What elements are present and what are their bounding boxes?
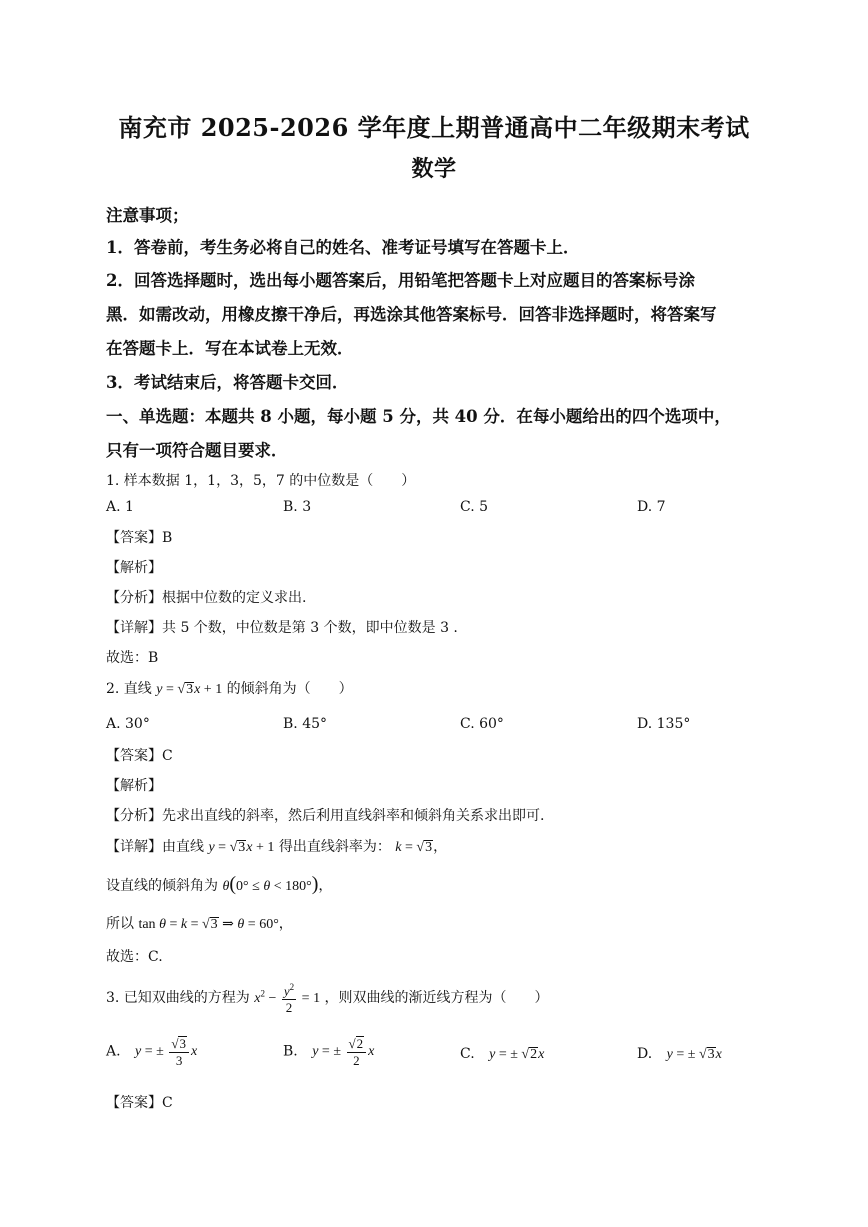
q2-fenxi: 【分析】先求出直线的斜率，然后利用直线斜率和倾斜角关系求出即可. (106, 808, 545, 824)
q2-slope: k = √3 (395, 840, 433, 855)
q3-option-c: C. y = ± √2x (460, 1046, 545, 1062)
notes-heading: 注意事项； (106, 206, 189, 225)
q3-option-a-label: A. (106, 1043, 121, 1060)
q2-answer: 【答案】C (106, 748, 173, 764)
q2-line-so: 所以 (106, 916, 134, 932)
q2-option-d: D. 135° (637, 716, 691, 732)
notes-item-1: 1．答卷前，考生务必将自己的姓名、准考证号填写在答题卡上． (106, 238, 580, 257)
q1-option-d: D. 7 (637, 499, 666, 515)
notes-item-2-line-1: 2．回答选择题时，选出每小题答案后，用铅笔把答题卡上对应题目的答案标号涂 (106, 271, 695, 290)
q2-angle-range: 设直线的倾斜角为 θ(0° ≤ θ < 180°)， (106, 873, 333, 895)
q2-xiangjie-prefix: 【详解】由直线 (106, 839, 204, 855)
section-1-line-1: 一、单选题：本题共 8 小题，每小题 5 分，共 40 分．在每小题给出的四个选项中， (106, 407, 731, 426)
exam-title: 南充市 2025-2026 学年度上期普通高中二年级期末考试 (118, 113, 750, 142)
q2-analysis-heading: 【解析】 (106, 778, 162, 794)
q2-xiangjie-mid: 得出直线斜率为： (278, 839, 391, 855)
q1-answer: 【答案】B (106, 530, 173, 546)
q2-option-a: A. 30° (106, 716, 150, 732)
q3-option-d: D. y = ± √3x (637, 1046, 722, 1062)
q2-line-equation: y = √3x + 1 (156, 682, 223, 697)
q3-stem (106, 982, 549, 1016)
q3-option-b: B. y = ± $\frac{√2}{2}$ x (283, 1036, 375, 1068)
q1-option-b: B. 3 (283, 499, 312, 515)
q2-option-c: C. 60° (460, 716, 504, 732)
q1-analysis-heading: 【解析】 (106, 560, 162, 576)
q2-xiangjie-equation: y = √3x + 1 (208, 840, 275, 855)
q1-option-a: A. 1 (106, 499, 134, 515)
q2-line-set: 设直线的倾斜角为 (106, 878, 218, 894)
q2-angle-range-math: θ(0° ≤ θ < 180°) (222, 873, 319, 895)
section-1-line-2: 只有一项符合题目要求． (106, 441, 288, 460)
q1-stem: 1. 样本数据 1，1，3，5，7 的中位数是（ ） (106, 473, 416, 489)
q3-option-d-label: D. (637, 1046, 653, 1062)
q1-xiangjie: 【详解】共 5 个数，中位数是第 3 个数，即中位数是 3 . (106, 620, 458, 636)
exam-subject: 数学 (411, 156, 457, 182)
q3-hyperbola-equation: $x^2$ − $\frac{y^2}{2}$ = 1 (254, 982, 321, 1015)
q2-stem-prefix: 2. 直线 (106, 681, 152, 697)
q2-choice: 故选：C. (106, 949, 163, 965)
q2-conclusion: 所以 tan θ = k = √3 ⇒ θ = 60°， (106, 916, 293, 932)
q2-stem (106, 678, 353, 698)
q3-option-b-label: B. (283, 1043, 298, 1060)
notes-item-2-line-2: 黑．如需改动，用橡皮擦干净后，再选涂其他答案标号．回答非选择题时，将答案写 (106, 305, 717, 324)
q2-stem-suffix: 的倾斜角为（ ） (226, 681, 353, 697)
q3-answer: 【答案】C (106, 1095, 173, 1111)
q2-option-b: B. 45° (283, 716, 328, 732)
q3-stem-prefix: 3. 已知双曲线的方程为 (106, 989, 250, 1006)
q3-stem-suffix: ，则双曲线的渐近线方程为（ ） (324, 989, 549, 1006)
notes-item-3: 3．考试结束后，将答题卡交回． (106, 373, 349, 392)
q1-option-c: C. 5 (460, 499, 489, 515)
q3-option-a: A. y = ± $\frac{√3}{3}$ x (106, 1036, 198, 1068)
q3-option-c-label: C. (460, 1046, 475, 1062)
q1-fenxi: 【分析】根据中位数的定义求出. (106, 590, 307, 606)
q2-xiangjie: 【详解】由直线 y = √3x + 1 得出直线斜率为： k = √3， (106, 839, 448, 855)
q1-choice: 故选：B (106, 650, 159, 666)
q2-conclusion-math: tan θ = k = √3 ⇒ θ = 60° (138, 917, 279, 932)
notes-item-2-line-3: 在答题卡上．写在本试卷上无效． (106, 339, 354, 358)
